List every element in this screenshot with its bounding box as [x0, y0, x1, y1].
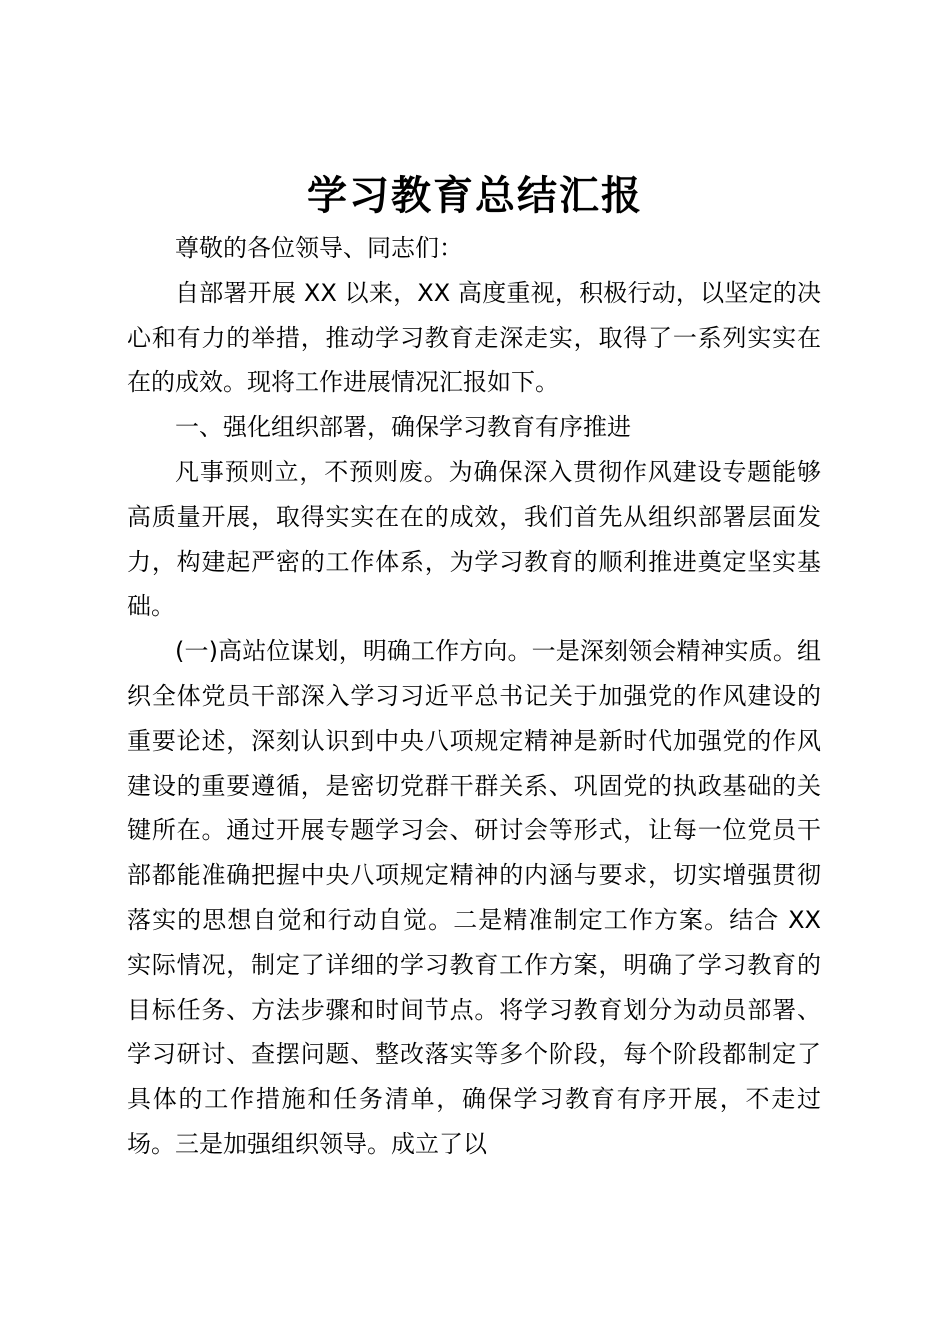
document-title: 学习教育总结汇报 [307, 172, 643, 219]
subsection1-paragraph: (一)高站位谋划，明确工作方向。一是深刻领会精神实质。组织全体党员干部深入学习习近平总书记关于加强党的作风建设的重要论述，深刻认识到中央八项规定精神是新时代加强党的作风建设的重要遵循，是密切党群干群关系、巩固党的执政基础的关键所在。通过开展专题学习会、研讨会等形式，让每一位党员干部都能准确把握中央八项规定精神的内涵与要求，切实增强贯彻落实的思想自觉和行动自觉。二是精准制定工作方案。结合 XX 实际情况，制定了详细的学习教育工作方案，明确了学习教育的目标任务、方法步骤和时间节点。将学习教育划分为动员部署、学习研讨、查摆问题、整改落实等多个阶段，每个阶段都制定了具体的工作措施和任务清单，确保学习教育有序开展，不走过场。三是加强组织领导。成立了以 [127, 637, 821, 1158]
document-body [127, 226, 821, 1167]
intro-paragraph: 自部署开展 XX 以来，XX 高度重视，积极行动，以坚定的决心和有力的举措，推动学习教育走深走实，取得了一系列实实在在的成效。现将工作进展情况汇报如下。 [127, 278, 821, 397]
section1-paragraph: 凡事预则立，不预则废。为确保深入贯彻作风建设专题能够高质量开展，取得实实在在的成效，我们首先从组织部署层面发力，构建起严密的工作体系，为学习教育的顺利推进奠定坚实基础。 [127, 457, 821, 621]
section-heading-1: 一、强化组织部署，确保学习教育有序推进 [175, 413, 631, 442]
salutation: 尊敬的各位领导、同志们： [175, 234, 463, 262]
